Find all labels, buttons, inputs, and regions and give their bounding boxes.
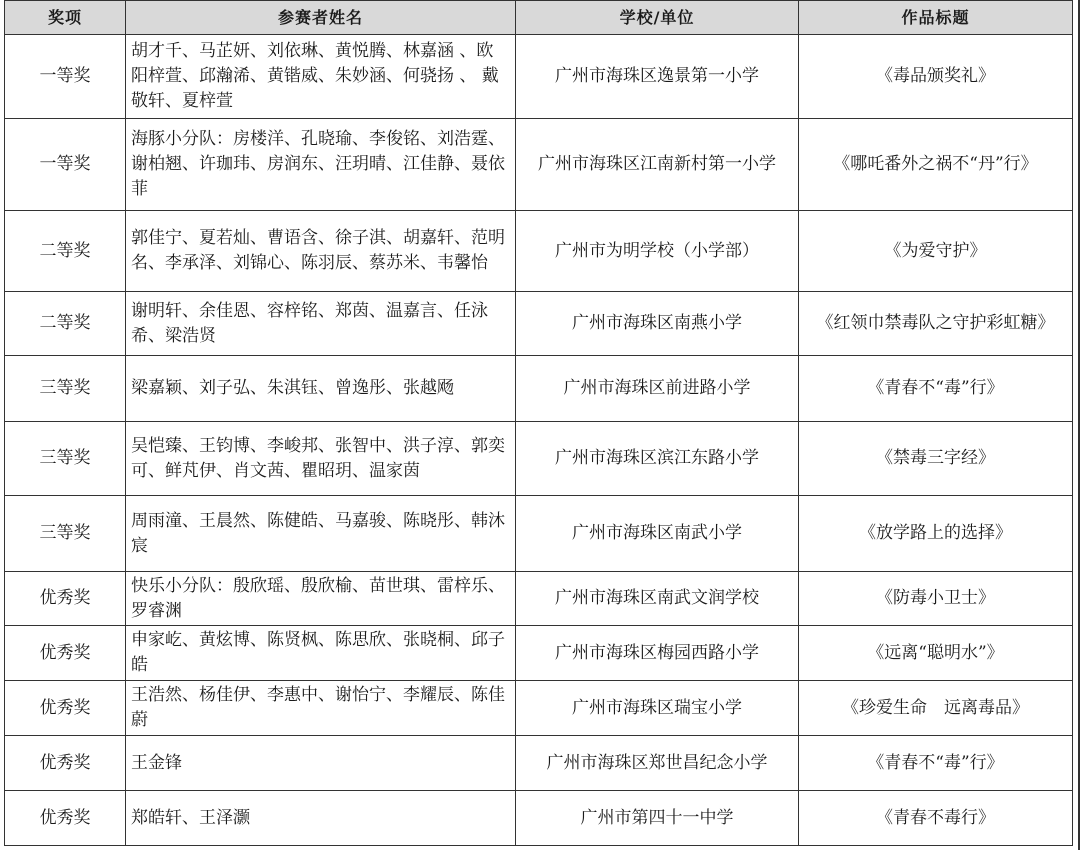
header-award: 奖项 xyxy=(5,1,126,35)
award-cell: 三等奖 xyxy=(5,356,126,422)
title-cell: 《红领巾禁毒队之守护彩虹糖》 xyxy=(799,292,1073,356)
table-row xyxy=(5,211,1073,292)
table-row xyxy=(5,626,1073,681)
school-cell: 广州市海珠区瑞宝小学 xyxy=(516,681,799,736)
participants-cell: 快乐小分队：殷欣瑶、殷欣榆、苗世琪、雷梓乐、罗睿渊 xyxy=(126,572,516,626)
award-cell: 优秀奖 xyxy=(5,791,126,846)
participants-cell: 王浩然、杨佳伊、李惠中、谢怡宁、李耀辰、陈佳蔚 xyxy=(126,681,516,736)
school-cell: 广州市海珠区前进路小学 xyxy=(516,356,799,422)
school-cell: 广州市海珠区梅园西路小学 xyxy=(516,626,799,681)
participants-cell: 申家屹、黄炫博、陈贤枫、陈思欣、张晓桐、邱子皓 xyxy=(126,626,516,681)
title-cell: 《青春不“毒”行》 xyxy=(799,356,1073,422)
title-cell: 《防毒小卫士》 xyxy=(799,572,1073,626)
table-row xyxy=(5,572,1073,626)
header-participants: 参赛者姓名 xyxy=(126,1,516,35)
participants-cell: 郑皓轩、王泽灏 xyxy=(126,791,516,846)
school-cell: 广州市海珠区滨江东路小学 xyxy=(516,422,799,496)
title-cell: 《珍爱生命 远离毒品》 xyxy=(799,681,1073,736)
table-row xyxy=(5,681,1073,736)
participants-cell: 王金锋 xyxy=(126,736,516,791)
award-cell: 一等奖 xyxy=(5,119,126,211)
award-cell: 优秀奖 xyxy=(5,736,126,791)
awards-table xyxy=(4,0,1073,846)
award-cell: 优秀奖 xyxy=(5,681,126,736)
award-cell: 三等奖 xyxy=(5,422,126,496)
school-cell: 广州市为明学校（小学部） xyxy=(516,211,799,292)
header-row xyxy=(5,1,1073,35)
title-cell: 《远离“聪明水”》 xyxy=(799,626,1073,681)
table-row xyxy=(5,496,1073,572)
school-cell: 广州市海珠区逸景第一小学 xyxy=(516,35,799,119)
title-cell: 《青春不毒行》 xyxy=(799,791,1073,846)
participants-cell: 胡才千、马芷妍、刘依琳、黄悦腾、林嘉涵 、欧阳梓萱、邱瀚浠、黄锴威、朱妙涵、何骁扬 、 戴敬轩、夏梓萱 xyxy=(126,35,516,119)
table-row xyxy=(5,292,1073,356)
table-row xyxy=(5,356,1073,422)
award-cell: 二等奖 xyxy=(5,211,126,292)
participants-cell: 谢明轩、余佳恩、容梓铭、郑茵、温嘉言、任泳希、梁浩贤 xyxy=(126,292,516,356)
school-cell: 广州市海珠区南武文润学校 xyxy=(516,572,799,626)
title-cell: 《为爱守护》 xyxy=(799,211,1073,292)
participants-cell: 海豚小分队：房楼洋、孔晓瑜、李俊铭、刘浩霆、谢柏翘、许珈玮、房润东、汪玥晴、江佳静、聂依菲 xyxy=(126,119,516,211)
school-cell: 广州市海珠区郑世昌纪念小学 xyxy=(516,736,799,791)
table-row xyxy=(5,736,1073,791)
school-cell: 广州市海珠区南燕小学 xyxy=(516,292,799,356)
table-row xyxy=(5,35,1073,119)
award-cell: 二等奖 xyxy=(5,292,126,356)
title-cell: 《毒品颁奖礼》 xyxy=(799,35,1073,119)
award-cell: 优秀奖 xyxy=(5,626,126,681)
table-row xyxy=(5,791,1073,846)
title-cell: 《哪吒番外之祸不“丹”行》 xyxy=(799,119,1073,211)
award-cell: 三等奖 xyxy=(5,496,126,572)
title-cell: 《放学路上的选择》 xyxy=(799,496,1073,572)
table-row xyxy=(5,422,1073,496)
header-school: 学校/单位 xyxy=(516,1,799,35)
participants-cell: 梁嘉颖、刘子弘、朱淇钰、曾逸彤、张越飏 xyxy=(126,356,516,422)
school-cell: 广州市第四十一中学 xyxy=(516,791,799,846)
award-cell: 优秀奖 xyxy=(5,572,126,626)
title-cell: 《青春不“毒”行》 xyxy=(799,736,1073,791)
participants-cell: 郭佳宁、夏若灿、曹语含、徐子淇、胡嘉轩、范明名、李承泽、刘锦心、陈羽辰、蔡苏米、韦馨怡 xyxy=(126,211,516,292)
participants-cell: 周雨潼、王晨然、陈健皓、马嘉骏、陈晓彤、韩沐宸 xyxy=(126,496,516,572)
award-cell: 一等奖 xyxy=(5,35,126,119)
table-row xyxy=(5,119,1073,211)
participants-cell: 吴恺臻、王钧博、李峻邦、张智中、洪子淳、郭奕可、鲜芃伊、肖文茜、瞿昭玥、温家茵 xyxy=(126,422,516,496)
title-cell: 《禁毒三字经》 xyxy=(799,422,1073,496)
school-cell: 广州市海珠区江南新村第一小学 xyxy=(516,119,799,211)
school-cell: 广州市海珠区南武小学 xyxy=(516,496,799,572)
header-title: 作品标题 xyxy=(799,1,1073,35)
